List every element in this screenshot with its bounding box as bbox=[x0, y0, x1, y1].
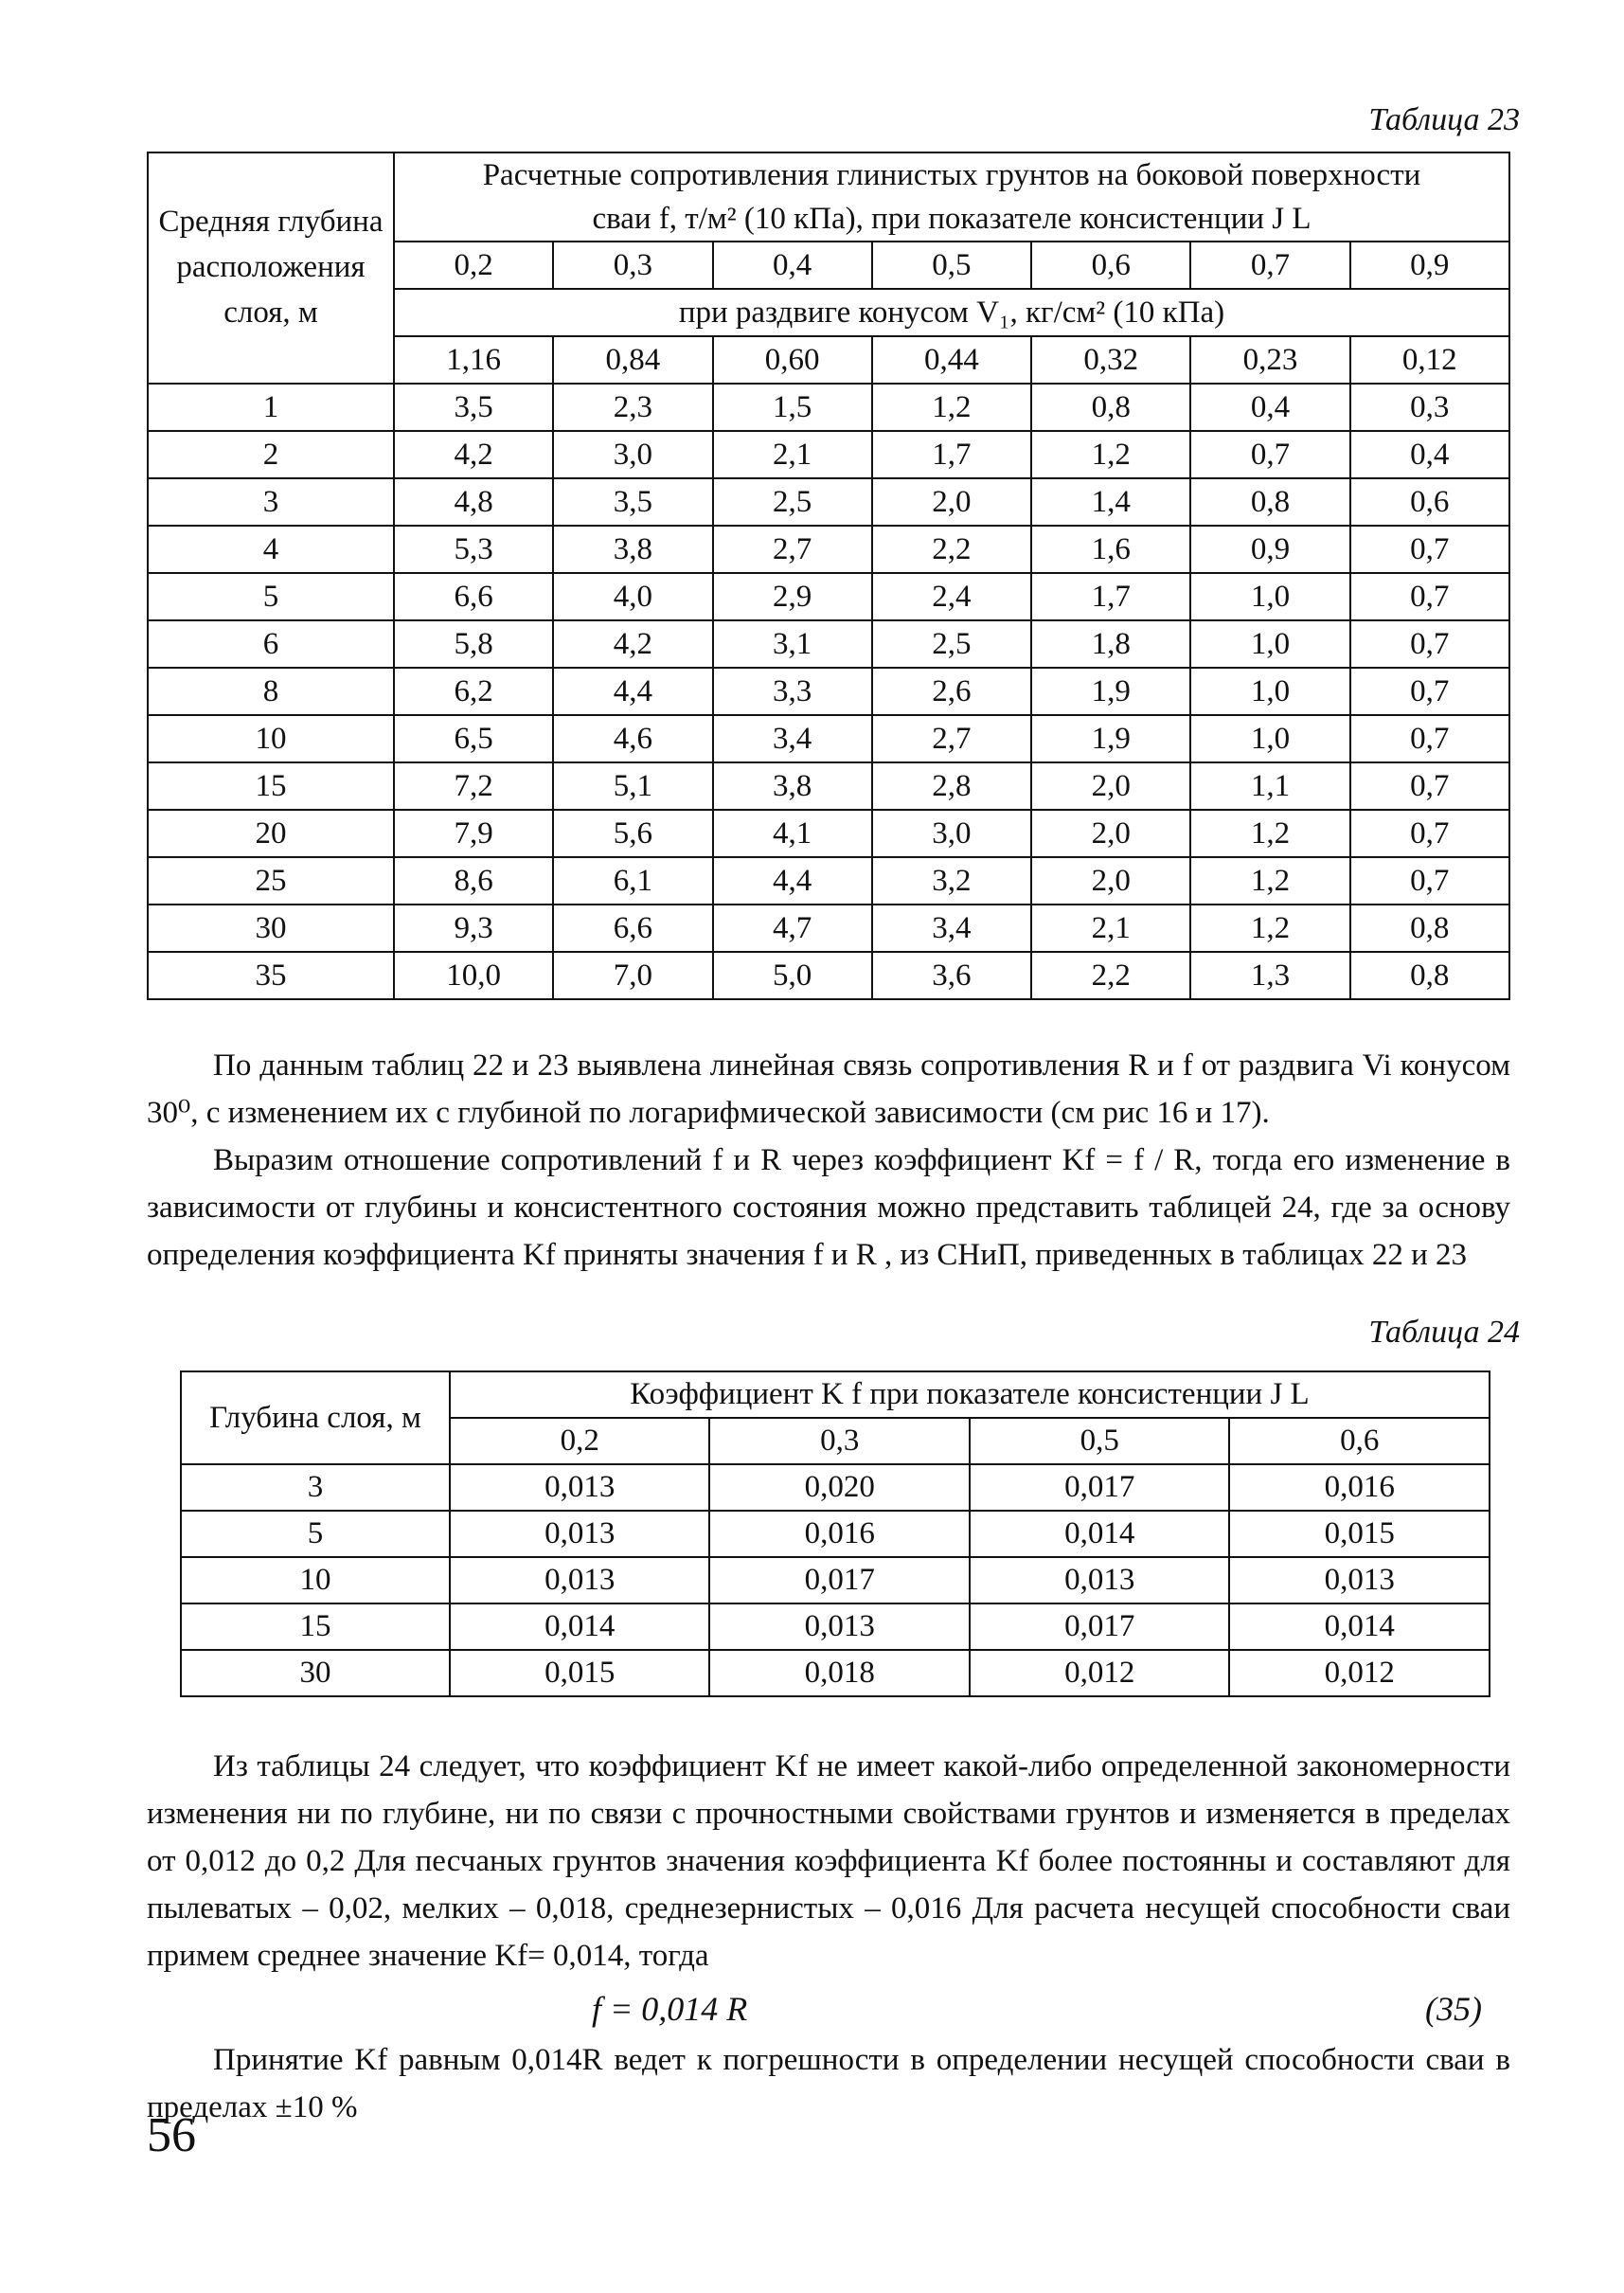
resistance-cell: 4,1 bbox=[713, 810, 872, 857]
page-number: 56 bbox=[147, 2108, 196, 2162]
resistance-cell: 5,1 bbox=[553, 762, 712, 810]
resistance-cell: 0,7 bbox=[1350, 668, 1509, 715]
table-row bbox=[148, 857, 1509, 905]
paragraph-1: По данным таблиц 22 и 23 выявлена линейная связь сопротивления R и f от раздвига Vi конусом 30⁰, с изменением их с глубиной по логарифмической зависимости (см рис 16 и 17). bbox=[147, 1048, 1510, 1130]
table-row bbox=[148, 431, 1509, 478]
table-row bbox=[148, 478, 1509, 526]
resistance-cell: 1,6 bbox=[1031, 526, 1190, 573]
table-row bbox=[148, 905, 1509, 952]
paragraph-4: Принятие Kf равным 0,014R ведет к погрешности в определении несущей способности сваи в пределах ±10 % bbox=[147, 2043, 1510, 2124]
resistance-cell: 0,9 bbox=[1190, 526, 1349, 573]
depth-cell: 15 bbox=[148, 762, 394, 810]
resistance-cell: 2,0 bbox=[1031, 810, 1190, 857]
resistance-cell: 2,8 bbox=[872, 762, 1031, 810]
cone-value-cell: 0,23 bbox=[1190, 336, 1349, 384]
resistance-cell: 1,7 bbox=[1031, 573, 1190, 620]
coefficient-cell: 0,012 bbox=[970, 1650, 1229, 1696]
resistance-cell: 0,7 bbox=[1350, 573, 1509, 620]
table-23-main-header-line2: сваи f, т/м² (10 кПа), при показателе консистенции J L bbox=[592, 202, 1312, 237]
resistance-cell: 7,9 bbox=[394, 810, 553, 857]
consistency-value-cell: 0,2 bbox=[394, 242, 553, 289]
resistance-cell: 2,3 bbox=[553, 384, 712, 431]
resistance-cell: 3,6 bbox=[872, 952, 1031, 999]
cone-value-cell: 0,32 bbox=[1031, 336, 1190, 384]
table-row bbox=[181, 1603, 1490, 1650]
resistance-cell: 6,1 bbox=[553, 857, 712, 905]
table-24-caption: Таблица 24 bbox=[1368, 1315, 1520, 1350]
resistance-cell: 1,2 bbox=[1031, 431, 1190, 478]
resistance-cell: 3,1 bbox=[713, 620, 872, 668]
resistance-cell: 2,7 bbox=[713, 526, 872, 573]
table-row bbox=[181, 1511, 1490, 1557]
resistance-cell: 4,6 bbox=[553, 715, 712, 762]
resistance-cell: 3,3 bbox=[713, 668, 872, 715]
cone-value-cell: 0,84 bbox=[553, 336, 712, 384]
resistance-cell: 2,4 bbox=[872, 573, 1031, 620]
resistance-cell: 4,4 bbox=[713, 857, 872, 905]
resistance-cell: 5,6 bbox=[553, 810, 712, 857]
resistance-cell: 0,8 bbox=[1190, 478, 1349, 526]
table-row bbox=[148, 810, 1509, 857]
resistance-cell: 1,0 bbox=[1190, 668, 1349, 715]
resistance-cell: 3,8 bbox=[553, 526, 712, 573]
resistance-cell: 0,7 bbox=[1350, 620, 1509, 668]
table-23-cone-header: при раздвиге конусом V₁, кг/см² (10 кПа) bbox=[394, 289, 1509, 336]
table-row bbox=[148, 526, 1509, 573]
coefficient-cell: 0,015 bbox=[450, 1650, 709, 1696]
consistency-value-cell: 0,4 bbox=[713, 242, 872, 289]
resistance-cell: 0,7 bbox=[1350, 762, 1509, 810]
table-row bbox=[148, 952, 1509, 999]
table-23-main-header bbox=[394, 152, 1509, 242]
table-row bbox=[148, 715, 1509, 762]
resistance-cell: 9,3 bbox=[394, 905, 553, 952]
consistency-value-cell: 0,6 bbox=[1031, 242, 1190, 289]
resistance-cell: 6,5 bbox=[394, 715, 553, 762]
depth-cell: 4 bbox=[148, 526, 394, 573]
resistance-cell: 1,8 bbox=[1031, 620, 1190, 668]
depth-cell: 3 bbox=[181, 1464, 450, 1511]
resistance-cell: 5,3 bbox=[394, 526, 553, 573]
coefficient-cell: 0,013 bbox=[450, 1511, 709, 1557]
resistance-cell: 4,8 bbox=[394, 478, 553, 526]
cone-value-cell: 0,12 bbox=[1350, 336, 1509, 384]
formula-number: (35) bbox=[1425, 1990, 1482, 2028]
resistance-cell: 6,6 bbox=[553, 905, 712, 952]
resistance-cell: 7,0 bbox=[553, 952, 712, 999]
resistance-cell: 3,4 bbox=[872, 905, 1031, 952]
consistency-value-cell: 0,5 bbox=[970, 1418, 1229, 1464]
resistance-cell: 1,4 bbox=[1031, 478, 1190, 526]
consistency-value-cell: 0,2 bbox=[450, 1418, 709, 1464]
cone-value-cell: 0,44 bbox=[872, 336, 1031, 384]
resistance-cell: 7,2 bbox=[394, 762, 553, 810]
paragraph-3: Из таблицы 24 следует, что коэффициент Kf не имеет какой-либо определенной закономерности изменения ни по глубине, ни по связи с прочностными свойствами грунтов и изменяется в пределах от 0,012 до 0,2 Для песчаных грунтов значения коэффициента Kf более постоянны и составляют для пылеватых – 0,02, мелких – 0,018, среднезернистых – 0,016 Для расчета несущей способности сваи примем среднее значение Kf= 0,014, тогда bbox=[147, 1749, 1510, 1973]
depth-cell: 30 bbox=[181, 1650, 450, 1696]
table-row bbox=[148, 762, 1509, 810]
depth-cell: 10 bbox=[148, 715, 394, 762]
table-23-side-header: Средняя глубина расположения слоя, м bbox=[148, 152, 394, 384]
resistance-cell: 2,5 bbox=[713, 478, 872, 526]
resistance-cell: 2,5 bbox=[872, 620, 1031, 668]
resistance-cell: 1,5 bbox=[713, 384, 872, 431]
resistance-cell: 2,7 bbox=[872, 715, 1031, 762]
resistance-cell: 2,6 bbox=[872, 668, 1031, 715]
resistance-cell: 2,1 bbox=[713, 431, 872, 478]
coefficient-cell: 0,014 bbox=[450, 1603, 709, 1650]
resistance-cell: 2,2 bbox=[1031, 952, 1190, 999]
table-row bbox=[148, 668, 1509, 715]
table-row bbox=[148, 620, 1509, 668]
resistance-cell: 4,2 bbox=[394, 431, 553, 478]
table-row bbox=[148, 573, 1509, 620]
resistance-cell: 1,0 bbox=[1190, 620, 1349, 668]
table-24 bbox=[180, 1370, 1490, 1697]
depth-cell: 8 bbox=[148, 668, 394, 715]
table-23-main-header-line1: Расчетные сопротивления глинистых грунтов на боковой поверхности bbox=[482, 158, 1421, 192]
table-23-caption: Таблица 23 bbox=[1368, 102, 1520, 137]
formula-expression: f = 0,014 R bbox=[592, 1990, 748, 2028]
resistance-cell: 0,7 bbox=[1190, 431, 1349, 478]
depth-cell: 2 bbox=[148, 431, 394, 478]
coefficient-cell: 0,017 bbox=[709, 1557, 969, 1603]
resistance-cell: 3,2 bbox=[872, 857, 1031, 905]
resistance-cell: 3,0 bbox=[872, 810, 1031, 857]
coefficient-cell: 0,020 bbox=[709, 1464, 969, 1511]
consistency-value-cell: 0,7 bbox=[1190, 242, 1349, 289]
consistency-value-cell: 0,3 bbox=[553, 242, 712, 289]
resistance-cell: 0,7 bbox=[1350, 810, 1509, 857]
resistance-cell: 2,0 bbox=[872, 478, 1031, 526]
coefficient-cell: 0,013 bbox=[450, 1464, 709, 1511]
resistance-cell: 4,7 bbox=[713, 905, 872, 952]
resistance-cell: 1,2 bbox=[1190, 810, 1349, 857]
resistance-cell: 2,0 bbox=[1031, 857, 1190, 905]
resistance-cell: 3,5 bbox=[553, 478, 712, 526]
resistance-cell: 1,3 bbox=[1190, 952, 1349, 999]
consistency-value-cell: 0,6 bbox=[1229, 1418, 1490, 1464]
table-23 bbox=[147, 152, 1510, 1000]
coefficient-cell: 0,013 bbox=[450, 1557, 709, 1603]
resistance-cell: 2,0 bbox=[1031, 762, 1190, 810]
resistance-cell: 0,4 bbox=[1350, 431, 1509, 478]
consistency-value-cell: 0,5 bbox=[872, 242, 1031, 289]
coefficient-cell: 0,014 bbox=[1229, 1603, 1490, 1650]
resistance-cell: 0,6 bbox=[1350, 478, 1509, 526]
resistance-cell: 1,9 bbox=[1031, 668, 1190, 715]
resistance-cell: 3,0 bbox=[553, 431, 712, 478]
resistance-cell: 0,8 bbox=[1350, 952, 1509, 999]
resistance-cell: 1,7 bbox=[872, 431, 1031, 478]
paragraph-2: Выразим отношение сопротивлений f и R через коэффициент Kf = f / R, тогда его изменение в зависимости от глубины и консистентного состояния можно представить таблицей 24, где за основу определения коэффициента Kf приняты значения f и R , из СНиП, приведенных в таблицах 22 и 23 bbox=[147, 1143, 1510, 1272]
depth-cell: 3 bbox=[148, 478, 394, 526]
coefficient-cell: 0,013 bbox=[1229, 1557, 1490, 1603]
resistance-cell: 2,9 bbox=[713, 573, 872, 620]
resistance-cell: 3,8 bbox=[713, 762, 872, 810]
table-row bbox=[181, 1464, 1490, 1511]
resistance-cell: 5,0 bbox=[713, 952, 872, 999]
coefficient-cell: 0,016 bbox=[1229, 1464, 1490, 1511]
resistance-cell: 2,2 bbox=[872, 526, 1031, 573]
coefficient-cell: 0,013 bbox=[970, 1557, 1229, 1603]
depth-cell: 25 bbox=[148, 857, 394, 905]
resistance-cell: 0,4 bbox=[1190, 384, 1349, 431]
coefficient-cell: 0,013 bbox=[709, 1603, 969, 1650]
formula-35 bbox=[147, 1982, 1510, 2035]
resistance-cell: 6,6 bbox=[394, 573, 553, 620]
resistance-cell: 6,2 bbox=[394, 668, 553, 715]
depth-cell: 5 bbox=[148, 573, 394, 620]
coefficient-cell: 0,014 bbox=[970, 1511, 1229, 1557]
coefficient-cell: 0,012 bbox=[1229, 1650, 1490, 1696]
resistance-cell: 1,2 bbox=[1190, 857, 1349, 905]
resistance-cell: 0,7 bbox=[1350, 715, 1509, 762]
resistance-cell: 0,7 bbox=[1350, 857, 1509, 905]
depth-cell: 35 bbox=[148, 952, 394, 999]
resistance-cell: 0,8 bbox=[1350, 905, 1509, 952]
table-row bbox=[181, 1650, 1490, 1696]
coefficient-cell: 0,017 bbox=[970, 1603, 1229, 1650]
depth-cell: 1 bbox=[148, 384, 394, 431]
resistance-cell: 1,0 bbox=[1190, 573, 1349, 620]
depth-cell: 10 bbox=[181, 1557, 450, 1603]
depth-cell: 5 bbox=[181, 1511, 450, 1557]
consistency-value-cell: 0,3 bbox=[709, 1418, 969, 1464]
depth-cell: 6 bbox=[148, 620, 394, 668]
table-24-main-header: Коэффициент K f при показателе консистенции J L bbox=[450, 1371, 1490, 1418]
consistency-value-cell: 0,9 bbox=[1350, 242, 1509, 289]
resistance-cell: 0,3 bbox=[1350, 384, 1509, 431]
resistance-cell: 4,2 bbox=[553, 620, 712, 668]
cone-value-cell: 1,16 bbox=[394, 336, 553, 384]
resistance-cell: 4,4 bbox=[553, 668, 712, 715]
resistance-cell: 5,8 bbox=[394, 620, 553, 668]
coefficient-cell: 0,018 bbox=[709, 1650, 969, 1696]
resistance-cell: 10,0 bbox=[394, 952, 553, 999]
resistance-cell: 2,1 bbox=[1031, 905, 1190, 952]
table-24-side-header: Глубина слоя, м bbox=[181, 1371, 450, 1464]
resistance-cell: 1,2 bbox=[1190, 905, 1349, 952]
resistance-cell: 0,8 bbox=[1031, 384, 1190, 431]
cone-value-cell: 0,60 bbox=[713, 336, 872, 384]
depth-cell: 15 bbox=[181, 1603, 450, 1650]
resistance-cell: 3,4 bbox=[713, 715, 872, 762]
depth-cell: 30 bbox=[148, 905, 394, 952]
resistance-cell: 8,6 bbox=[394, 857, 553, 905]
resistance-cell: 1,2 bbox=[872, 384, 1031, 431]
resistance-cell: 1,0 bbox=[1190, 715, 1349, 762]
resistance-cell: 1,9 bbox=[1031, 715, 1190, 762]
resistance-cell: 3,5 bbox=[394, 384, 553, 431]
table-row bbox=[148, 384, 1509, 431]
resistance-cell: 0,7 bbox=[1350, 526, 1509, 573]
resistance-cell: 1,1 bbox=[1190, 762, 1349, 810]
coefficient-cell: 0,015 bbox=[1229, 1511, 1490, 1557]
table-row bbox=[181, 1557, 1490, 1603]
coefficient-cell: 0,017 bbox=[970, 1464, 1229, 1511]
depth-cell: 20 bbox=[148, 810, 394, 857]
coefficient-cell: 0,016 bbox=[709, 1511, 969, 1557]
resistance-cell: 4,0 bbox=[553, 573, 712, 620]
